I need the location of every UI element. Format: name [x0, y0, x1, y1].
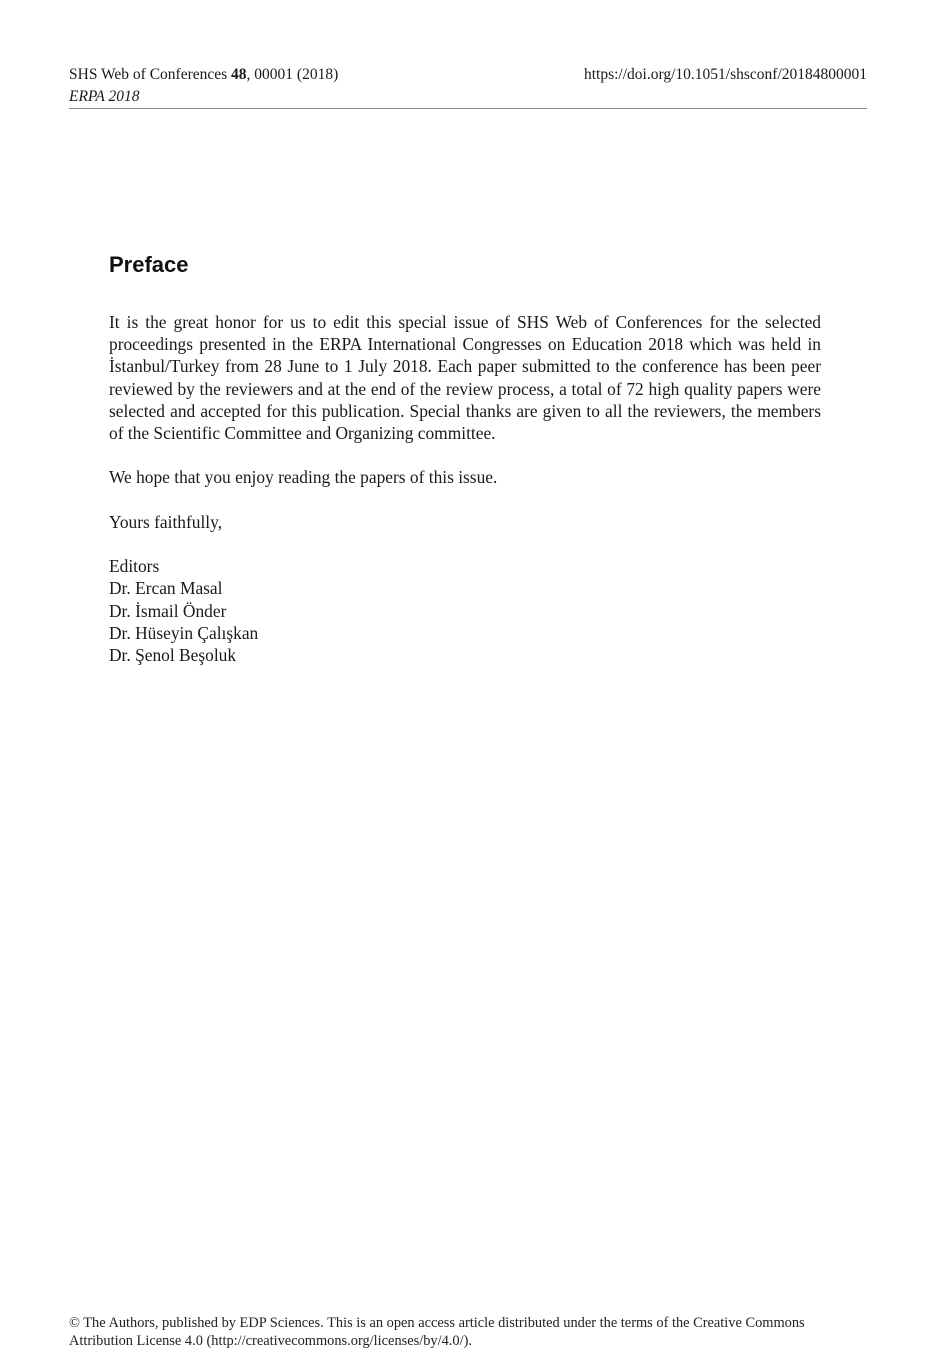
page-header — [69, 64, 867, 109]
doi-link[interactable]: https://doi.org/10.1051/shsconf/20184800001 — [583, 66, 867, 83]
journal-name: SHS Web of Conferences — [69, 66, 232, 83]
closing-line: Yours faithfully, — [109, 511, 223, 532]
hope-paragraph: We hope that you enjoy reading the papers of this issue. — [109, 467, 498, 488]
editors-heading: Editors — [109, 556, 160, 577]
editor-name: Dr. Hüseyin Çalışkan — [109, 622, 259, 643]
preface-body — [109, 311, 821, 666]
journal-citation — [69, 64, 338, 86]
page-title: Preface — [109, 252, 189, 277]
editor-name: Dr. İsmail Önder — [109, 600, 227, 621]
editors-block — [109, 555, 821, 666]
editor-name: Dr. Ercan Masal — [109, 578, 223, 599]
intro-paragraph: It is the great honor for us to edit this special issue of SHS Web of Conferences for the selected proceedings presented in the ERPA International Congresses on Education 2018 which was held in İstanbul/Turkey from 28 June to 1 July 2018. Each paper submitted to the conference has been peer reviewed by the reviewers and at the end of the review process, a total of 72 high quality papers were selected and accepted for this publication. Special thanks are given to all the reviewers, the members of the Scientific Committee and Organizing committee. — [109, 312, 821, 444]
conference-name: ERPA 2018 — [69, 88, 140, 105]
editor-name: Dr. Şenol Beşoluk — [109, 645, 237, 665]
license-footer: © The Authors, published by EDP Sciences. This is an open access article distributed under the terms of the Creative Commons Attribution License 4.0 (http://creativecommons.org/licenses/by/4.0/). — [69, 1315, 805, 1349]
journal-volume: 48 — [231, 66, 247, 83]
journal-article-year: , 00001 (2018) — [246, 66, 339, 83]
